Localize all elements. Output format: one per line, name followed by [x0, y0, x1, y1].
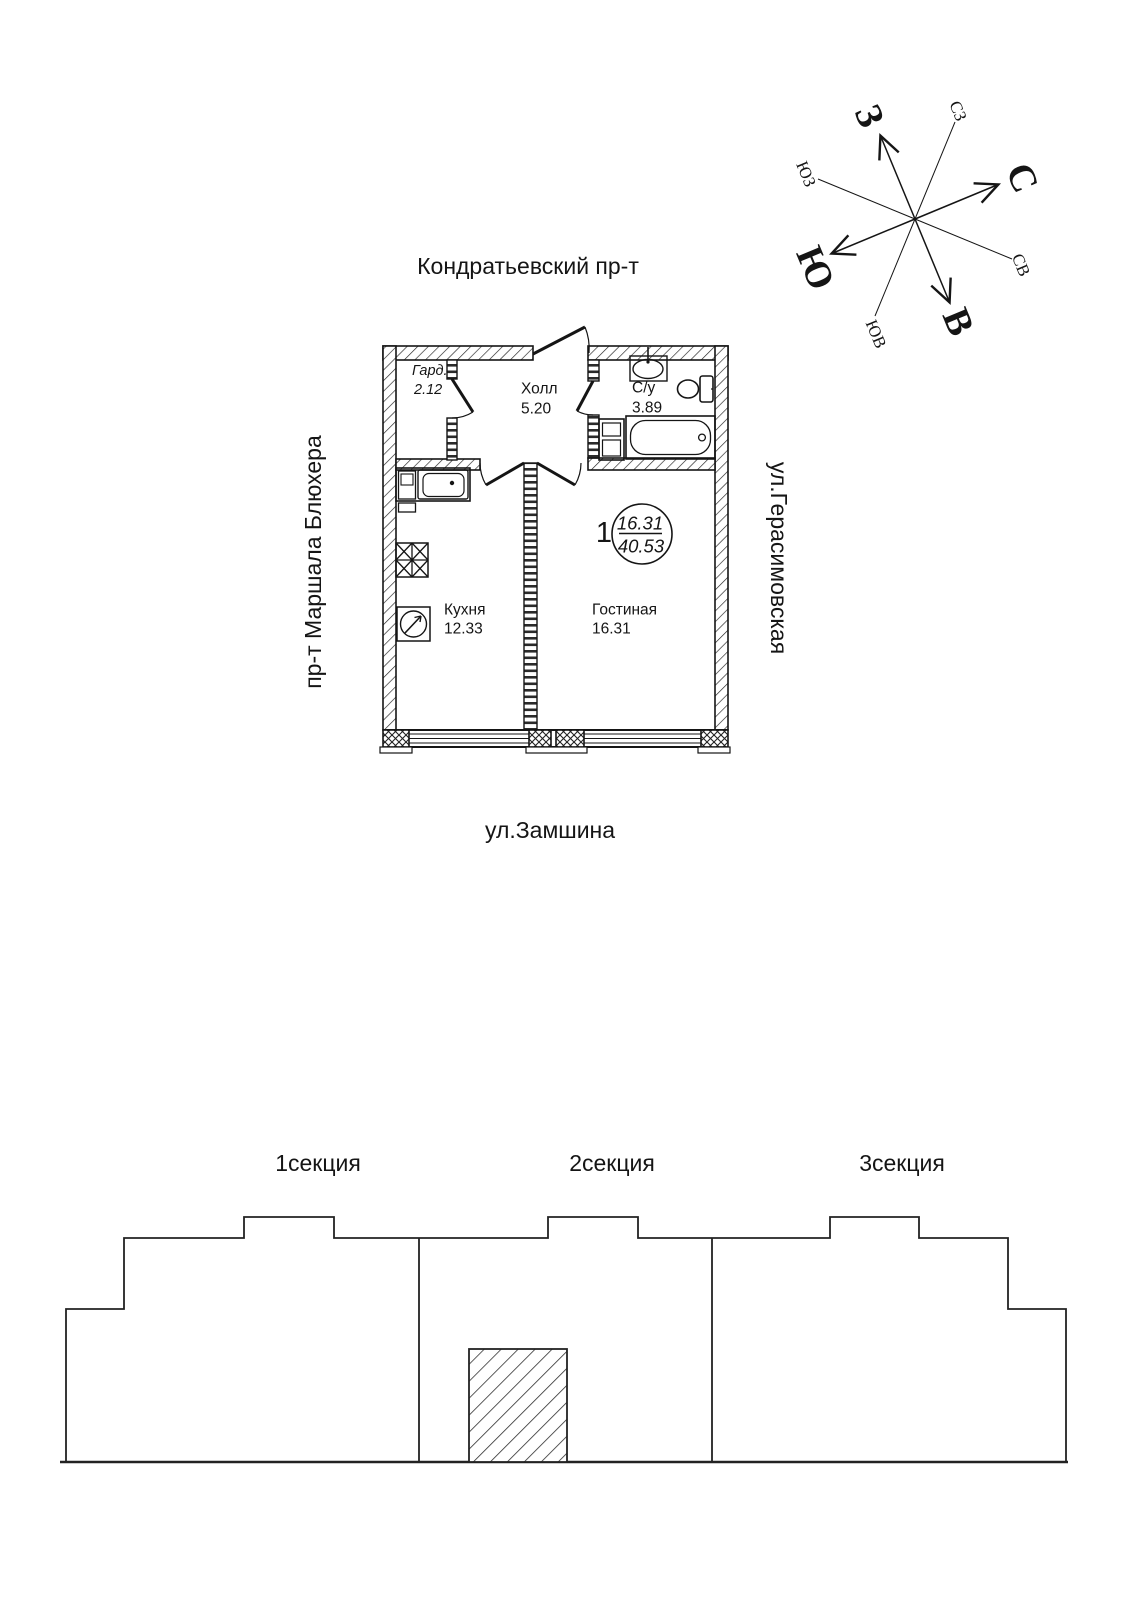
section-3-label: 3секция — [859, 1150, 945, 1176]
window-sill-mid — [526, 747, 587, 753]
section-2-label: 2секция — [569, 1150, 655, 1176]
apartment-badge — [596, 504, 672, 564]
window-pillar-mid-right — [556, 730, 584, 747]
wall-kitchen-living-divider — [524, 463, 537, 730]
compass-nw-label: СЗ — [945, 98, 971, 124]
compass-sw-label: ЮЗ — [792, 158, 820, 190]
washing-machine-icon — [599, 419, 624, 460]
compass-ne-label: СВ — [1007, 250, 1035, 280]
street-bottom-label: ул.Замшина — [484, 817, 616, 843]
bathtub-icon — [626, 416, 715, 459]
living-area: 16.31 — [592, 620, 631, 638]
wardrobe-name: Гард. — [412, 363, 448, 379]
floor-plan — [380, 327, 730, 753]
window-pillar-mid-left — [529, 730, 551, 747]
apartment-number: 1 — [595, 517, 612, 549]
door-wardrobe — [452, 379, 473, 418]
hall-name: Холл — [521, 380, 558, 398]
wall-right — [715, 346, 728, 730]
apartment-total-area: 40.53 — [617, 535, 665, 557]
window-pillar-left — [383, 730, 409, 747]
bathroom-area: 3.89 — [632, 399, 663, 417]
section-labels — [275, 1150, 945, 1176]
wall-bathroom-lower — [588, 415, 599, 458]
window-glazing-kitchen — [409, 734, 529, 743]
window-sill-right — [698, 747, 730, 753]
compass-east-label: В — [933, 302, 983, 342]
compass-west-label: З — [845, 98, 893, 134]
compass-north-label: С — [997, 157, 1047, 199]
entrance-door — [533, 327, 589, 354]
bottom-wall-windows — [380, 730, 730, 753]
section-1-label: 1секция — [275, 1150, 361, 1176]
kitchen-name: Кухня — [444, 601, 486, 619]
window-glazing-living — [584, 734, 701, 743]
door-kitchen — [480, 463, 524, 485]
compass-se-label: ЮВ — [861, 317, 891, 351]
door-bathroom — [577, 381, 593, 415]
window-pillar-right — [701, 730, 728, 747]
living-name: Гостиная — [592, 601, 658, 619]
street-left-label: пр-т Маршала Блюхера — [300, 435, 326, 689]
toilet-icon — [678, 376, 714, 402]
wall-top-left — [383, 346, 533, 360]
street-right-label: ул.Герасимовская — [766, 461, 792, 655]
outer-walls — [383, 346, 728, 730]
street-top-label: Кондратьевский пр-т — [417, 253, 639, 279]
wall-top-right — [588, 346, 728, 360]
stove-icon — [396, 543, 428, 577]
compass-rose — [818, 122, 1012, 316]
window-sill-left — [380, 747, 412, 753]
wall-bathroom-upper — [588, 360, 599, 381]
bathroom-name: С/у — [632, 379, 656, 397]
compass-south-label: Ю — [787, 240, 843, 296]
apartment-living-area: 16.31 — [616, 512, 664, 534]
wall-wardrobe-upper — [447, 360, 457, 379]
door-living — [537, 463, 581, 485]
apartment-position-marker — [469, 1349, 567, 1462]
electric-panel-icon — [397, 607, 430, 641]
wall-wardrobe-lower — [447, 418, 457, 460]
kitchen-area: 12.33 — [444, 620, 483, 638]
kitchen-sink-icon — [418, 470, 468, 499]
building-position-diagram — [60, 1150, 1068, 1462]
wardrobe-area: 2.12 — [414, 382, 443, 398]
hall-area: 5.20 — [521, 400, 552, 418]
wall-left — [383, 346, 396, 730]
kitchen-counter — [396, 468, 470, 512]
